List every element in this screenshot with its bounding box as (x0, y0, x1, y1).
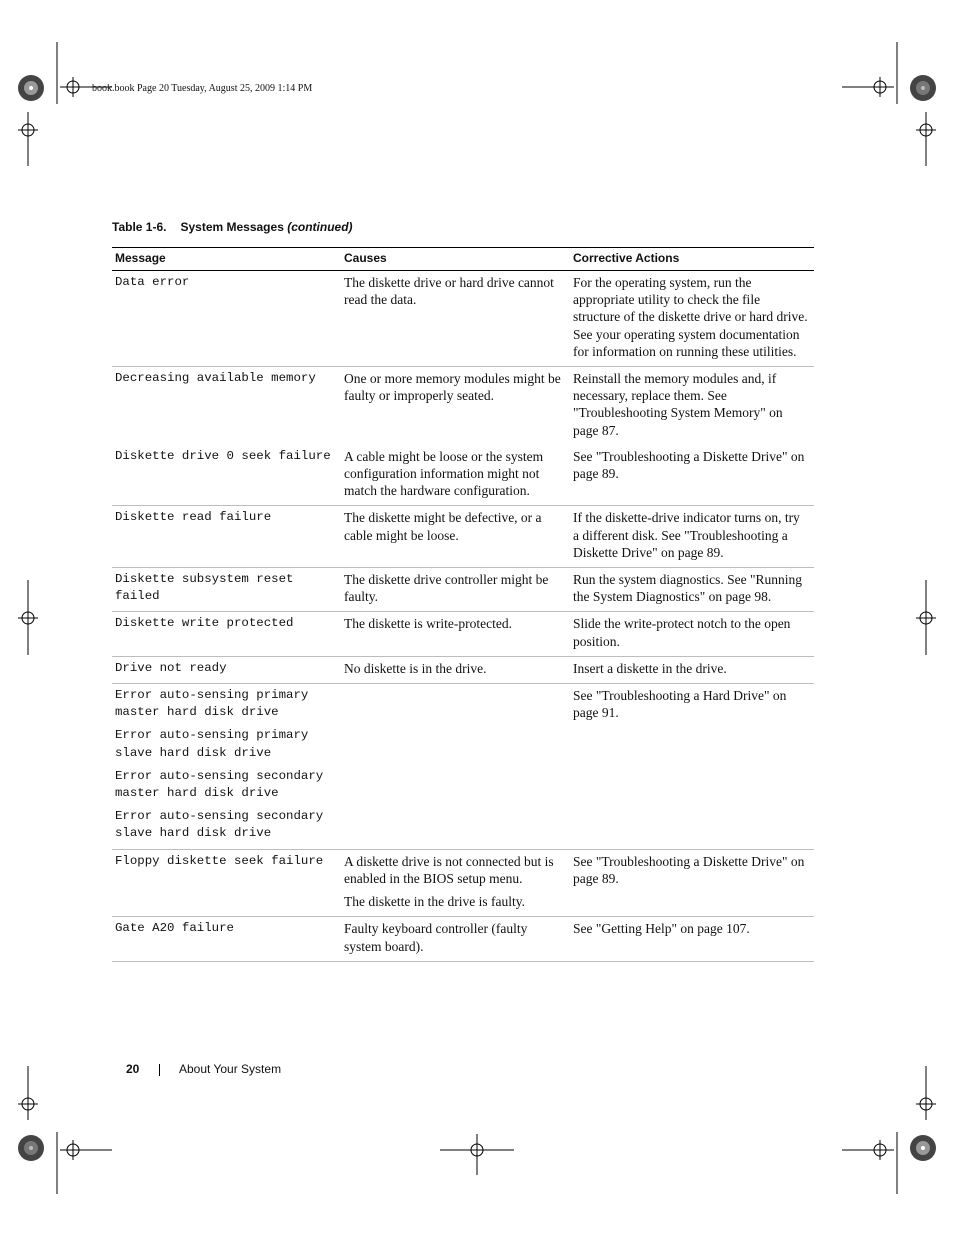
column-header-message: Message (112, 248, 341, 271)
causes-cell (341, 568, 570, 612)
actions-cell (570, 917, 814, 961)
actions-cell-text: See "Troubleshooting a Diskette Drive" on page 89. (573, 853, 805, 886)
actions-cell (570, 445, 814, 506)
actions-cell-text: Slide the write-protect notch to the open position. (573, 616, 791, 649)
table-body (112, 271, 814, 962)
message-cell (112, 849, 341, 917)
causes-cell-text: No diskette is in the drive. (344, 660, 487, 676)
message-cell (112, 656, 341, 683)
causes-cell-text: The diskette in the drive is faulty. (344, 894, 525, 910)
table-row (112, 506, 814, 568)
table-title: System Messages (180, 220, 284, 234)
actions-cell (570, 568, 814, 612)
print-slug: book.book Page 20 Tuesday, August 25, 2009 1:14 PM (92, 83, 313, 94)
table-header-row (112, 248, 814, 271)
page-footer (126, 1062, 282, 1076)
causes-cell (341, 367, 570, 445)
column-header-causes: Causes (341, 248, 570, 271)
actions-cell (570, 656, 814, 683)
message-cell-text: Error auto-sensing secondary master hard disk drive (115, 768, 324, 801)
actions-cell (570, 271, 814, 367)
actions-cell-text: Insert a diskette in the drive. (573, 660, 727, 676)
message-cell-text: Drive not ready (115, 660, 227, 675)
table-number: Table 1-6. (112, 220, 167, 234)
page-number: 20 (126, 1062, 140, 1076)
actions-cell (570, 612, 814, 656)
actions-cell-text: See "Troubleshooting a Hard Drive" on page 91. (573, 688, 787, 721)
actions-cell-text: Run the system diagnostics. See "Running the System Diagnostics" on page 98. (573, 572, 802, 605)
actions-cell-text: See "Troubleshooting a Diskette Drive" on page 89. (573, 448, 805, 482)
message-cell-text: Diskette subsystem reset failed (115, 572, 294, 604)
table-continued: (continued) (287, 220, 353, 234)
system-messages-table (112, 247, 814, 962)
message-cell-text: Diskette write protected (115, 616, 294, 631)
causes-cell-text: Faulty keyboard controller (faulty system board). (344, 921, 528, 954)
footer-divider (159, 1064, 160, 1076)
table-row (112, 849, 814, 917)
message-cell-text: Gate A20 failure (115, 921, 234, 936)
actions-cell-text: For the operating system, run the appropriate utility to check the file structure of the diskette drive or hard drive. See your operating system documentation for information on running these utilities. (573, 275, 808, 359)
causes-cell-text: The diskette might be defective, or a cable might be loose. (344, 510, 542, 543)
message-cell (112, 506, 341, 568)
column-header-actions: Corrective Actions (570, 248, 814, 271)
causes-cell-text: A diskette drive is not connected but is enabled in the BIOS setup menu. (344, 853, 554, 886)
actions-cell-text: If the diskette-drive indicator turns on, try a different disk. See "Troubleshooting a Diskette Drive" on page 89. (573, 510, 800, 560)
causes-cell (341, 445, 570, 506)
causes-cell-text: The diskette is write-protected. (344, 616, 512, 632)
causes-cell (341, 656, 570, 683)
message-cell (112, 612, 341, 656)
message-cell-text: Error auto-sensing secondary slave hard disk drive (115, 809, 324, 841)
causes-cell (341, 506, 570, 568)
message-cell (112, 684, 341, 850)
causes-cell (341, 271, 570, 367)
table-row (112, 656, 814, 683)
message-cell-text: Diskette read failure (115, 510, 272, 525)
message-cell-text: Diskette drive 0 seek failure (115, 448, 331, 463)
table-row (112, 917, 814, 961)
message-cell (112, 367, 341, 445)
table-row (112, 445, 814, 506)
actions-cell-text: See "Getting Help" on page 107. (573, 921, 750, 937)
causes-cell-text: One or more memory modules might be faulty or improperly seated. (344, 371, 561, 404)
actions-cell (570, 367, 814, 445)
causes-cell (341, 849, 570, 917)
actions-cell (570, 849, 814, 917)
actions-cell-text: Reinstall the memory modules and, if necessary, replace them. See "Troubleshooting System Memory" on page 87. (573, 371, 783, 438)
table-row (112, 684, 814, 850)
causes-cell-text: The diskette drive controller might be faulty. (344, 572, 549, 605)
table-row (112, 271, 814, 367)
footer-section-title: About Your System (179, 1062, 282, 1076)
table-row (112, 612, 814, 656)
table-row (112, 367, 814, 445)
table-caption (112, 220, 353, 234)
causes-cell (341, 684, 570, 850)
actions-cell (570, 506, 814, 568)
message-cell (112, 568, 341, 612)
causes-cell (341, 917, 570, 961)
message-cell-text: Data error (115, 275, 190, 289)
message-cell-text: Floppy diskette seek failure (115, 853, 324, 868)
message-cell (112, 271, 341, 367)
actions-cell (570, 684, 814, 850)
causes-cell-text: The diskette drive or hard drive cannot read the data. (344, 275, 554, 308)
causes-cell (341, 612, 570, 656)
causes-cell-text: A cable might be loose or the system configuration information might not match the hardware configuration. (344, 448, 544, 499)
message-cell-text: Error auto-sensing primary master hard disk drive (115, 688, 309, 720)
table-row (112, 568, 814, 612)
message-cell (112, 445, 341, 506)
message-cell-text: Error auto-sensing primary slave hard disk drive (115, 728, 309, 760)
message-cell (112, 917, 341, 961)
message-cell-text: Decreasing available memory (115, 371, 316, 386)
